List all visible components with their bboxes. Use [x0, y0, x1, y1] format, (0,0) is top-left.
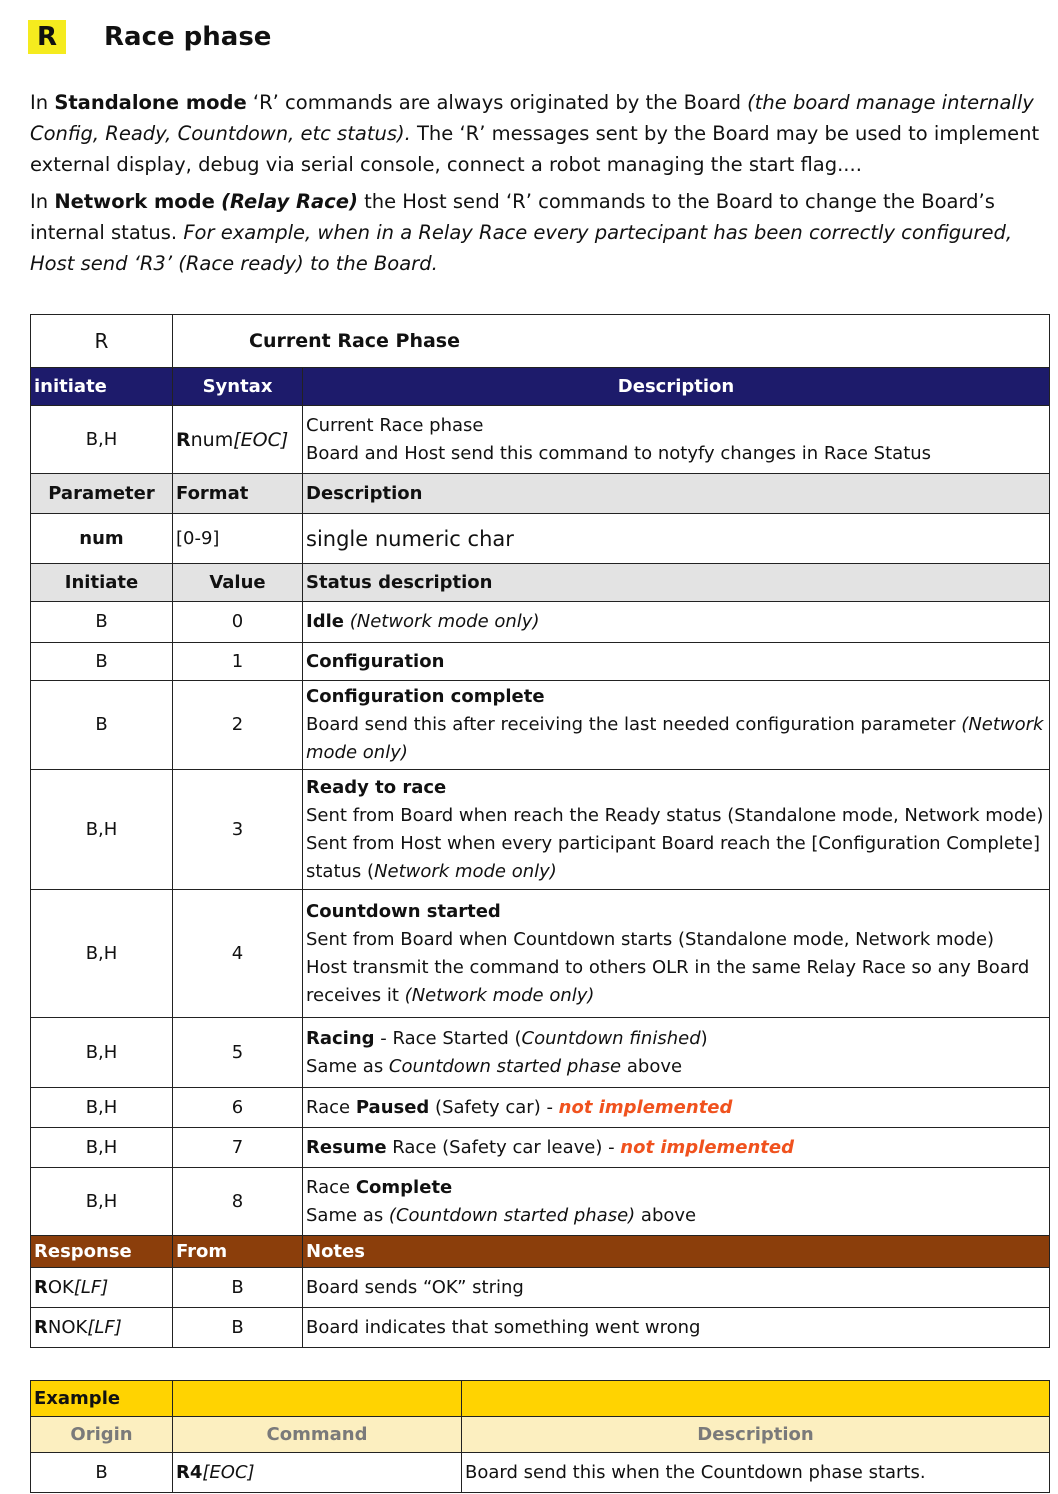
status-row: B 1 Configuration — [31, 643, 1050, 681]
parameter-row: num [0-9] single numeric char — [31, 514, 1050, 564]
status-header-row: Initiate Value Status description — [31, 564, 1050, 602]
status-row: B 2 Configuration complete Board send this after receiving the last needed configuration parameter (Network mode only) — [31, 681, 1050, 770]
syntax-row: B,H Rnum[EOC] Current Race phase Board and Host send this command to notyfy changes in Race Status — [31, 406, 1050, 474]
race-phase-table — [30, 314, 1050, 1348]
status-row: B,H 8 Race Complete Same as (Countdown started phase) above — [31, 1168, 1050, 1236]
example-label: Example — [31, 1381, 173, 1417]
status-row: B,H 4 Countdown started Sent from Board when Countdown starts (Standalone mode, Network mode) Host transmit the command to others OLR in the same Relay Race so any Board receives it (Network mode only) — [31, 890, 1050, 1018]
example-row: B R4[EOC] Board send this when the Countdown phase starts. — [31, 1453, 1050, 1493]
section-title: Race phase — [104, 22, 272, 52]
command-title: Current Race Phase — [173, 315, 1050, 368]
table-title-row — [31, 315, 1050, 368]
example-table — [30, 1380, 1050, 1493]
status-row: B,H 6 Race Paused (Safety car) - not implemented — [31, 1088, 1050, 1128]
example-header-row: Origin Command Description — [31, 1417, 1050, 1453]
intro-paragraph-network: In Network mode (Relay Race) the Host send ‘R’ commands to the Board to change the Board’s internal status. For example, when in a Relay Race every partecipant has been correctly configured, Host send ‘R3’ (Race ready) to the Board. — [30, 190, 1013, 275]
response-row: ROK[LF] B Board sends “OK” string — [31, 1268, 1050, 1308]
command-letter: R — [31, 315, 173, 368]
not-implemented-label: not implemented — [558, 1096, 733, 1118]
response-header-row: Response From Notes — [31, 1236, 1050, 1268]
status-row: B 0 Idle (Network mode only) — [31, 602, 1050, 643]
status-row: B,H 5 Racing - Race Started (Countdown finished) Same as Countdown started phase above — [31, 1018, 1050, 1088]
intro-paragraph-standalone: In Standalone mode ‘R’ commands are always originated by the Board (the board manage internally Config, Ready, Countdown, etc status). The ‘R’ messages sent by the Board may be used to implement external display, debug via serial console, connect a robot managing the start flag.... — [30, 91, 1040, 176]
response-row: RNOK[LF] B Board indicates that something went wrong — [31, 1308, 1050, 1348]
parameter-header-row: Parameter Format Description — [31, 474, 1050, 514]
status-row: B,H 7 Resume Race (Safety car leave) - not implemented — [31, 1128, 1050, 1168]
syntax-value: Rnum[EOC] — [173, 406, 303, 474]
section-badge: R — [28, 20, 66, 54]
syntax-header-row: initiate Syntax Description — [31, 368, 1050, 406]
example-title-row — [31, 1381, 1050, 1417]
status-row: B,H 3 Ready to race Sent from Board when reach the Ready status (Standalone mode, Network mode) Sent from Host when every participant Board reach the [Configuration Complete] status (Network mode only) — [31, 770, 1050, 890]
section-heading — [28, 18, 271, 56]
syntax-description: Current Race phase Board and Host send this command to notyfy changes in Race Status — [303, 406, 1050, 474]
not-implemented-label: not implemented — [620, 1136, 794, 1158]
